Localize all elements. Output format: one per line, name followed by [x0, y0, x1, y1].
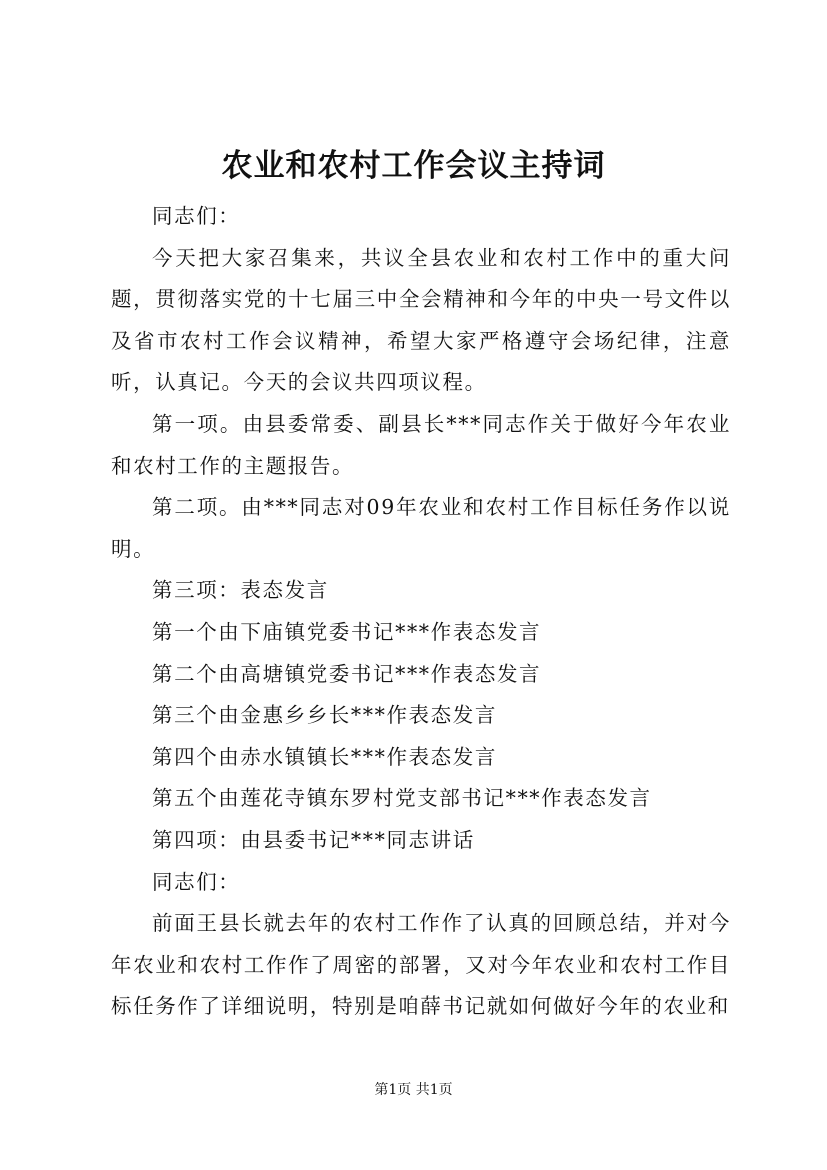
document-body [111, 196, 731, 1028]
agenda-item-3: 第三项：表态发言 [152, 578, 329, 603]
speaker-3: 第三个由金惠乡乡长***作表态发言 [152, 703, 497, 728]
paragraph-intro: 今天把大家召集来，共议全县农业和农村工作中的重大问题，贯彻落实党的十七届三中全会精神和今年的中央一号文件以及省市农村工作会议精神，希望大家严格遵守会场纪律，注意听，认真记。今天的会议共四项议程。 [111, 245, 731, 395]
paragraph-closing: 前面王县长就去年的农村工作作了认真的回顾总结，并对今年农业和农村工作作了周密的部署，又对今年农业和农村工作目标任务作了详细说明，特别是咱薛书记就如何做好今年的农业和 [111, 911, 731, 1019]
agenda-item-2: 第二项。由***同志对09年农业和农村工作目标任务作以说明。 [111, 495, 731, 561]
speaker-4: 第四个由赤水镇镇长***作表态发言 [152, 744, 497, 769]
agenda-item-1: 第一项。由县委常委、副县长***同志作关于做好今年农业和农村工作的主题报告。 [111, 411, 731, 478]
salutation: 同志们： [152, 204, 241, 228]
document-title: 农业和农村工作会议主持词 [221, 148, 606, 184]
speaker-1: 第一个由下庙镇党委书记***作表态发言 [152, 619, 542, 644]
page-footer: 第1页 共1页 [374, 1082, 453, 1098]
speaker-5: 第五个由莲花寺镇东罗村党支部书记***作表态发言 [152, 786, 652, 811]
agenda-item-4: 第四项：由县委书记***同志讲话 [152, 827, 475, 852]
speaker-2: 第二个由高塘镇党委书记***作表态发言 [152, 661, 542, 686]
salutation-2: 同志们： [152, 869, 241, 894]
